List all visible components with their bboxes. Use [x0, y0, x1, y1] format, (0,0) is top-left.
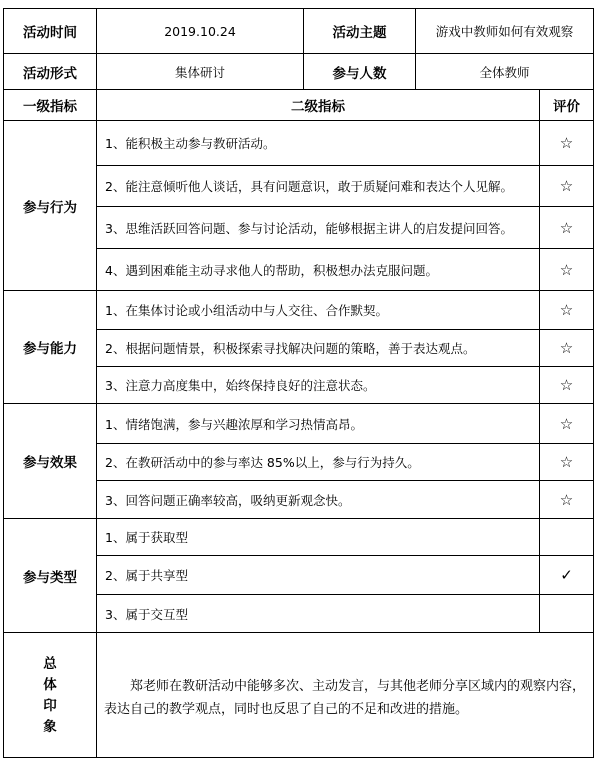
theme-value: 游戏中教师如何有效观察 — [435, 24, 574, 39]
participants-value: 全体教师 — [479, 64, 530, 80]
criterion-item: 4、遇到困难能主动寻求他人的帮助，积极想办法克服问题。 — [105, 262, 438, 278]
impression-label-char: 象 — [43, 718, 57, 735]
criterion-item: 3、属于交互型 — [105, 606, 188, 622]
criterion-item: 2、根据问题情景，积极探索寻找解决问题的策略，善于表达观点。 — [105, 341, 476, 356]
criterion-item: 1、情绪饱满，参与兴趣浓厚和学习热情高昂。 — [105, 416, 363, 432]
star-icon: ☆ — [559, 177, 574, 195]
star-icon: ☆ — [559, 490, 574, 509]
column-header-level2: 二级指标 — [291, 99, 345, 115]
criterion-item: 2、在教研活动中的参与率达 85%以上，参与行为持久。 — [105, 455, 420, 470]
impression-label-char: 体 — [43, 676, 57, 693]
star-icon: ☆ — [559, 218, 574, 237]
rating-cell — [540, 595, 593, 632]
form-value: 集体研讨 — [174, 64, 225, 80]
check-icon: ✓ — [560, 566, 573, 584]
impression-label-char: 印 — [43, 697, 57, 714]
criterion-item: 2、能注意倾听他人谈话，具有问题意识，敢于质疑问难和表达个人见解。 — [105, 179, 513, 194]
section-name-effect: 参与效果 — [23, 455, 77, 471]
star-icon: ☆ — [559, 339, 574, 357]
time-value: 2019.10.24 — [164, 23, 236, 39]
star-icon: ☆ — [559, 301, 574, 319]
column-header-rating: 评价 — [553, 99, 580, 115]
impression-label — [4, 633, 96, 758]
criterion-item: 3、回答问题正确率较高，吸纳更新观念快。 — [105, 492, 351, 508]
star-icon: ☆ — [559, 260, 574, 279]
star-icon: ☆ — [559, 414, 574, 433]
impression-label-char: 总 — [43, 655, 57, 672]
column-header-level1: 一级指标 — [23, 99, 77, 115]
impression-text: 郑老师在教研活动中能够多次、主动发言，与其他老师分享区域内的观察内容，表达自己的教学观点，同时也反思了自己的不足和改进的措施。 — [104, 679, 586, 717]
section-name-type: 参与类型 — [23, 569, 77, 586]
form-label: 活动形式 — [23, 65, 77, 82]
criterion-item: 3、思维活跃回答问题、参与讨论活动，能够根据主讲人的启发提问回答。 — [105, 220, 513, 236]
participants-label: 参与人数 — [332, 65, 387, 82]
section-name-ability: 参与能力 — [23, 341, 77, 357]
section-name-behavior: 参与行为 — [23, 199, 77, 216]
criterion-item: 3、注意力高度集中，始终保持良好的注意状态。 — [105, 378, 376, 393]
theme-label: 活动主题 — [332, 25, 387, 41]
star-icon: ☆ — [559, 453, 574, 471]
evaluation-table — [3, 8, 594, 758]
criterion-item: 1、属于获取型 — [105, 530, 188, 545]
criterion-item: 1、能积极主动参与教研活动。 — [105, 136, 276, 151]
star-icon: ☆ — [559, 134, 574, 152]
star-icon: ☆ — [559, 376, 574, 394]
criterion-item: 1、在集体讨论或小组活动中与人交往、合作默契。 — [105, 303, 388, 318]
rating-cell — [540, 519, 593, 555]
time-label: 活动时间 — [23, 25, 77, 41]
criterion-item: 2、属于共享型 — [105, 568, 188, 583]
